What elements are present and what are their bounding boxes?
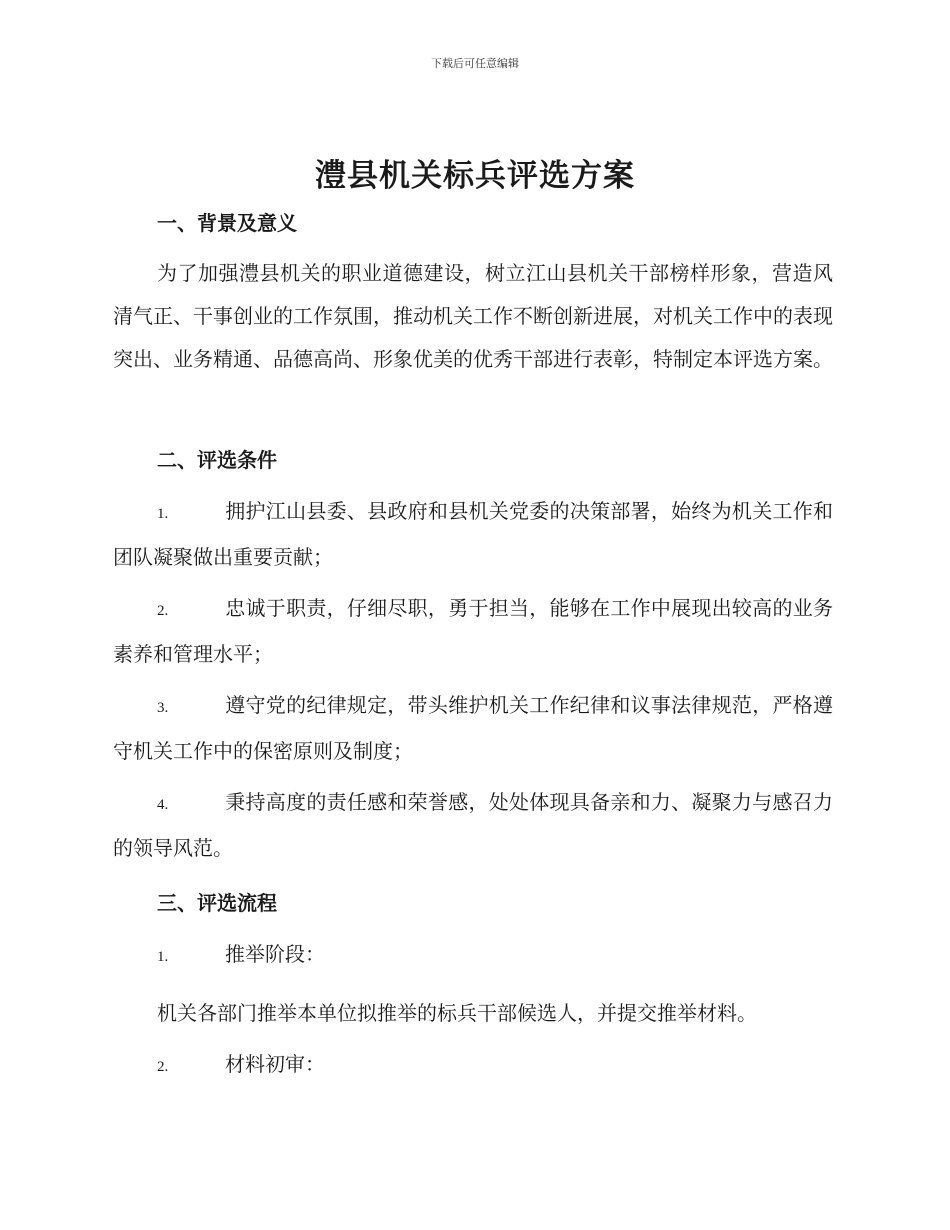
list-number: 2. bbox=[157, 603, 169, 619]
criteria-item bbox=[113, 684, 833, 773]
list-item-text: 秉持高度的责任感和荣誉感，处处体现具备亲和力、凝聚力与感召力的领导风范。 bbox=[113, 790, 833, 860]
section-heading-process: 三、评选流程 bbox=[157, 891, 277, 915]
list-number: 4. bbox=[157, 797, 169, 813]
list-item-text: 推举阶段： bbox=[225, 942, 325, 966]
list-number: 1. bbox=[157, 949, 169, 965]
list-item-text: 材料初审： bbox=[225, 1052, 325, 1076]
list-number: 1. bbox=[157, 506, 169, 522]
criteria-item bbox=[113, 587, 833, 676]
background-paragraph: 为了加强澧县机关的职业道德建设，树立江山县机关干部榜样形象，营造风清气正、干事创业的工作氛围，推动机关工作不断创新进展，对机关工作中的表现突出、业务精通、品德高尚、形象优美的优秀干部进行表彰，特制定本评选方案。 bbox=[113, 261, 833, 371]
process-item bbox=[113, 1043, 833, 1089]
list-item-text: 拥护江山县委、县政府和县机关党委的决策部署，始终为机关工作和团队凝聚做出重要贡献； bbox=[113, 499, 833, 569]
list-number: 3. bbox=[157, 700, 169, 716]
document-title: 澧县机关标兵评选方案 bbox=[315, 158, 635, 194]
list-item-text: 遵守党的纪律规定，带头维护机关工作纪律和议事法律规范，严格遵守机关工作中的保密原则及制度； bbox=[113, 693, 833, 763]
criteria-item bbox=[113, 490, 833, 579]
criteria-item bbox=[113, 781, 833, 870]
list-number: 2. bbox=[157, 1059, 169, 1075]
process-step1-detail: 机关各部门推举本单位拟推举的标兵干部候选人，并提交推举材料。 bbox=[157, 1001, 757, 1025]
process-item bbox=[113, 933, 833, 979]
list-item-text: 忠诚于职责，仔细尽职，勇于担当，能够在工作中展现出较高的业务素养和管理水平； bbox=[113, 596, 833, 666]
section-heading-background: 一、背景及意义 bbox=[157, 211, 297, 235]
page-header-note: 下载后可任意编辑 bbox=[431, 57, 519, 70]
section-heading-criteria: 二、评选条件 bbox=[157, 448, 277, 472]
